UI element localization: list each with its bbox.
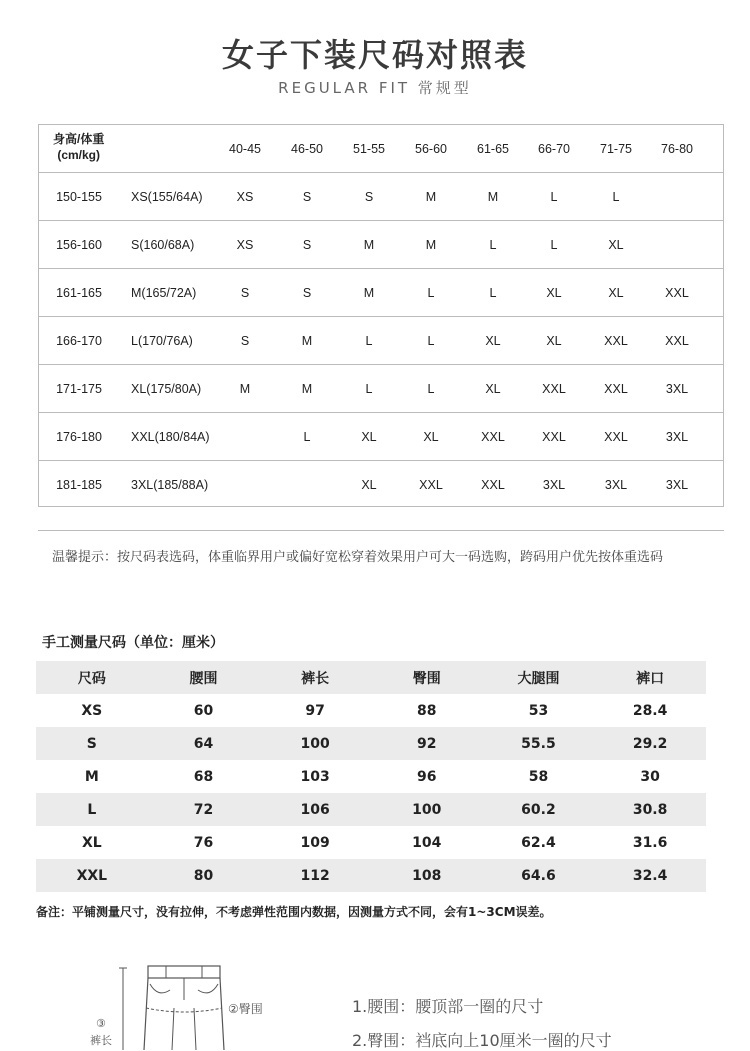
measurement-cell: 62.4 bbox=[521, 834, 556, 851]
measurement-cell: 112 bbox=[300, 867, 330, 884]
recommended-size: XXL bbox=[604, 429, 628, 444]
measurement-cell: 31.6 bbox=[632, 834, 668, 851]
measurement-cell: 109 bbox=[300, 834, 330, 851]
size-code: 3XL(185/88A) bbox=[131, 478, 209, 492]
page-title: 女子下装尺码对照表 bbox=[221, 36, 528, 74]
measurement-row bbox=[36, 859, 706, 892]
measurement-note: 备注：平铺测量尺寸，没有拉伸，不考虑弹性范围内数据，因测量方式不同，会有1~3CM误差。 bbox=[36, 905, 552, 919]
measurement-row bbox=[36, 694, 706, 727]
size-chart-row bbox=[39, 173, 723, 221]
recommended-size bbox=[215, 461, 275, 509]
measurement-cell: 97 bbox=[305, 702, 325, 719]
weight-column-header: 61-65 bbox=[477, 141, 509, 156]
weight-column-header: 51-55 bbox=[353, 141, 385, 156]
recommended-size: S bbox=[240, 285, 250, 300]
measurement-cell: 100 bbox=[300, 735, 330, 752]
diagram-length-label: 裤长 bbox=[90, 1034, 112, 1047]
recommended-size: XL bbox=[546, 285, 562, 300]
measurement-cell: S bbox=[86, 735, 97, 752]
measurement-cell: 68 bbox=[193, 768, 214, 785]
recommended-size: L bbox=[365, 333, 373, 348]
recommended-size: XL bbox=[546, 333, 562, 348]
measurement-cell: 30 bbox=[640, 768, 660, 785]
measurement-header-row bbox=[36, 661, 706, 694]
recommended-size: L bbox=[550, 237, 558, 252]
waist-description: 1.腰围：腰顶部一圈的尺寸 bbox=[352, 997, 544, 1016]
size-code: M(165/72A) bbox=[131, 285, 197, 300]
size-code: L(170/76A) bbox=[131, 333, 193, 348]
recommended-size: XL bbox=[485, 333, 501, 348]
recommended-size: 3XL bbox=[665, 429, 689, 444]
page-subtitle: REGULAR FIT 常规型 bbox=[278, 79, 472, 97]
height-range: 156-160 bbox=[56, 237, 102, 252]
recommended-size bbox=[215, 413, 275, 460]
recommended-size: L bbox=[427, 333, 435, 348]
recommended-size: XXL bbox=[604, 381, 628, 396]
measurement-row bbox=[36, 826, 706, 859]
size-code: XL(175/80A) bbox=[131, 381, 202, 396]
measurement-cell: 92 bbox=[417, 735, 437, 752]
hip-description: 2.臀围：裆底向上10厘米一圈的尺寸 bbox=[352, 1031, 612, 1050]
height-range: 161-165 bbox=[56, 285, 102, 300]
measurement-cell: 30.8 bbox=[632, 801, 668, 818]
recommended-size: S bbox=[302, 189, 312, 204]
measurement-cell: 55.5 bbox=[521, 735, 556, 752]
recommended-size: XXL bbox=[604, 333, 628, 348]
recommended-size: L bbox=[489, 237, 497, 252]
recommended-size: L bbox=[427, 381, 435, 396]
recommended-size: XXL bbox=[542, 429, 566, 444]
size-chart-row bbox=[39, 461, 723, 509]
recommended-size: M bbox=[363, 237, 375, 252]
weight-column-header: 66-70 bbox=[538, 141, 570, 156]
size-code: XS(155/64A) bbox=[131, 189, 203, 204]
measurement-cell: XS bbox=[81, 702, 103, 719]
measurement-cell: 28.4 bbox=[632, 702, 668, 719]
measurement-cell: 53 bbox=[528, 702, 549, 719]
recommended-size: M bbox=[301, 333, 313, 348]
measurement-cell: 108 bbox=[412, 867, 442, 884]
measurement-cell: 100 bbox=[412, 801, 442, 818]
recommended-size: XL bbox=[608, 285, 624, 300]
measurement-cell: XXL bbox=[76, 867, 108, 884]
measurement-header-cell: 臀围 bbox=[412, 670, 441, 687]
measurement-cell: 32.4 bbox=[632, 867, 668, 884]
measurement-cell: 96 bbox=[417, 768, 437, 785]
recommended-size: 3XL bbox=[542, 478, 566, 492]
size-chart-row bbox=[39, 413, 723, 461]
size-chart-table bbox=[38, 124, 724, 507]
measurement-cell: XL bbox=[81, 834, 102, 851]
recommended-size bbox=[277, 461, 337, 509]
weight-column-header: 40-45 bbox=[229, 141, 261, 156]
recommended-size bbox=[647, 173, 707, 220]
size-chart-corner-label bbox=[53, 131, 104, 163]
recommended-size: XL bbox=[361, 478, 377, 492]
size-chart-header-row bbox=[39, 125, 723, 173]
weight-column-header: 71-75 bbox=[600, 141, 632, 156]
measurement-cell: 58 bbox=[528, 768, 549, 785]
recommended-size: XXL bbox=[481, 478, 505, 492]
recommended-size: L bbox=[427, 285, 435, 300]
recommended-size: XXL bbox=[481, 429, 505, 444]
measurement-cell: 88 bbox=[417, 702, 437, 719]
height-range: 150-155 bbox=[56, 189, 102, 204]
weight-column-header: 46-50 bbox=[291, 141, 323, 156]
recommended-size: L bbox=[365, 381, 373, 396]
recommended-size: XL bbox=[485, 381, 501, 396]
measurement-header-cell: 裤长 bbox=[301, 670, 330, 687]
height-range: 181-185 bbox=[56, 478, 102, 492]
recommended-size: 3XL bbox=[604, 478, 628, 492]
recommended-size: XXL bbox=[665, 285, 689, 300]
recommended-size: XXL bbox=[665, 333, 689, 348]
measurement-row bbox=[36, 760, 706, 793]
recommended-size: XL bbox=[361, 429, 377, 444]
size-code: S(160/68A) bbox=[131, 237, 195, 252]
size-chart-row bbox=[39, 221, 723, 269]
measurement-cell: 29.2 bbox=[632, 735, 668, 752]
recommended-size: M bbox=[239, 381, 251, 396]
measurement-cell: 104 bbox=[412, 834, 442, 851]
recommended-size: L bbox=[550, 189, 558, 204]
corner-line1: 身高/体重 bbox=[53, 132, 105, 146]
height-range: 166-170 bbox=[56, 333, 102, 348]
size-chart-row bbox=[39, 365, 723, 413]
weight-column-header: 76-80 bbox=[661, 141, 693, 156]
measurement-cell: 60 bbox=[193, 702, 214, 719]
weight-column-header: 56-60 bbox=[415, 141, 447, 156]
measurement-cell: 60.2 bbox=[521, 801, 556, 818]
measurement-row bbox=[36, 793, 706, 826]
recommended-size: M bbox=[487, 189, 499, 204]
recommended-size: M bbox=[425, 189, 437, 204]
recommended-size: M bbox=[363, 285, 375, 300]
recommended-size: S bbox=[240, 333, 250, 348]
recommended-size: L bbox=[489, 285, 497, 300]
measurement-header-cell: 大腿围 bbox=[517, 670, 560, 687]
recommended-size: XS bbox=[236, 237, 254, 252]
diagram-length-num: ③ bbox=[96, 1017, 106, 1030]
size-chart-row bbox=[39, 317, 723, 365]
measurement-cell: 106 bbox=[300, 801, 330, 818]
pants-diagram bbox=[80, 960, 290, 1050]
measurement-header-cell: 裤口 bbox=[636, 670, 665, 687]
size-tip: 温馨提示：按尺码表选码，体重临界用户或偏好宽松穿着效果用户可大一码选购，跨码用户优先按体重选码 bbox=[52, 550, 664, 565]
recommended-size: 3XL bbox=[665, 381, 689, 396]
measurement-cell: L bbox=[87, 801, 97, 818]
divider bbox=[38, 530, 724, 531]
diagram-hip-label: ②臀围 bbox=[228, 1002, 263, 1016]
size-chart-row bbox=[39, 269, 723, 317]
recommended-size: S bbox=[302, 237, 312, 252]
corner-line2: (cm/kg) bbox=[57, 148, 101, 162]
recommended-size: L bbox=[303, 429, 311, 444]
recommended-size: 3XL bbox=[665, 478, 689, 492]
recommended-size: XXL bbox=[419, 478, 443, 492]
height-range: 176-180 bbox=[56, 429, 102, 444]
recommended-size: XS bbox=[236, 189, 254, 204]
recommended-size: L bbox=[612, 189, 620, 204]
measurement-cell: M bbox=[84, 768, 99, 785]
measurement-cell: 72 bbox=[193, 801, 214, 818]
size-code: XXL(180/84A) bbox=[131, 429, 210, 444]
recommended-size: S bbox=[364, 189, 374, 204]
measurement-title: 手工测量尺码（单位：厘米） bbox=[42, 635, 224, 651]
measurement-row bbox=[36, 727, 706, 760]
recommended-size bbox=[647, 221, 707, 268]
measurement-cell: 64.6 bbox=[521, 867, 556, 884]
measurement-table bbox=[36, 661, 706, 892]
recommended-size: S bbox=[302, 285, 312, 300]
recommended-size: M bbox=[425, 237, 437, 252]
measurement-cell: 103 bbox=[300, 768, 330, 785]
measurement-cell: 76 bbox=[193, 834, 214, 851]
measurement-header-cell: 腰围 bbox=[189, 670, 218, 687]
recommended-size: XXL bbox=[542, 381, 566, 396]
recommended-size: XL bbox=[608, 237, 624, 252]
measurement-cell: 64 bbox=[193, 735, 214, 752]
measurement-cell: 80 bbox=[193, 867, 214, 884]
measurement-header-cell: 尺码 bbox=[77, 670, 106, 687]
recommended-size: M bbox=[301, 381, 313, 396]
height-range: 171-175 bbox=[56, 381, 102, 396]
recommended-size: XL bbox=[423, 429, 439, 444]
